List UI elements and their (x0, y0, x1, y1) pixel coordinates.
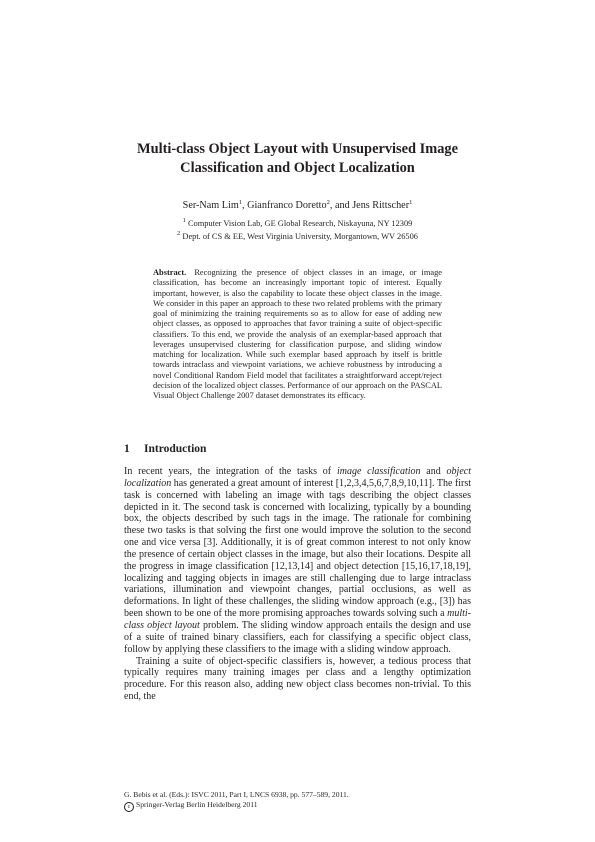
affiliation-text: Computer Vision Lab, GE Global Research, Niskayuna, NY 12309 (187, 219, 413, 228)
title-line-1: Multi-class Object Layout with Unsupervised Image (137, 141, 458, 157)
author-separator: , (242, 200, 248, 211)
title-line-2: Classification and Object Localization (180, 160, 415, 176)
affiliation-text: Dept. of CS & EE, West Virginia University, Morgantown, WV 26506 (182, 232, 418, 241)
paragraph (124, 466, 471, 656)
author-name: Gianfranco Doretto (247, 200, 327, 211)
emphasis-text: image classification (336, 466, 421, 477)
abstract-text: Recognizing the presence of object classes in an image, or image classification, has become an increasingly important topic of interest. Equally important, however, is also the capability to locate these object classes in the image. We consider in this paper an approach to these two related problems with the primary goal of minimizing the training requirements so as to allow for ease of adding new object classes, as opposed to approaches that favor training a suite of object-specific classifiers. To this end, we provide the analysis of an exemplar-based approach that leverages unsupervised clustering for classification purpose, and sliding window matching for localization. While such exemplar based approach by itself is brittle towards intraclass and viewpoint variations, we achieve robustness by introducing a novel Conditional Random Field model that facilitates a straightforward accept/reject decision of the localized object classes. Performance of our approach on the PASCAL Visual Object Challenge 2007 dataset demonstrates its efficacy. (153, 268, 443, 400)
copyright-line (124, 800, 471, 812)
author-separator: , and (329, 200, 353, 211)
copyright-text: Springer-Verlag Berlin Heidelberg 2011 (136, 800, 258, 809)
author-name: Ser-Nam Lim (182, 200, 239, 211)
author-affiliation-mark: 1 (409, 199, 413, 206)
affiliation-number: 2 (177, 230, 181, 237)
affiliation-item (100, 229, 495, 242)
paragraph-text: has generated a great amount of interest [1,2,3,4,5,6,7,8,9,10,11]. The first task is concerned with labeling an image with tags describing the object classes depicted in it. The second task is concerned with localizing, typically by a bounding box, the objects described by such tags in the image. The rationale for combining these two tasks is that solving the first one would improve the solution to the second one and vice versa [3]. Additionally, it is of great common interest to not only know the presence of certain object classes in the image, but also their locations. Despite all the progress in image classification [12,13,14] and object detection [15,16,17,18,19], localizing and tagging objects in images are still challenging due to large intraclass variations, illumination and viewpoint changes, partial occlusions, as well as deformations. In light of these challenges, the sliding window approach (e.g., [3]) has been shown to be one of the more promising approaches towards solving such a (124, 477, 471, 620)
affiliation-number: 1 (182, 217, 186, 224)
abstract (153, 268, 442, 401)
publication-footer (124, 790, 471, 812)
section-number: 1 (124, 443, 130, 455)
paragraph-text: problem. The sliding window approach entails the design and use of a suite of trained binary classifiers, each for classifying a specific object class, follow by applying these classifiers to the image with a sliding window approach. (124, 619, 471, 655)
section-title: Introduction (144, 443, 207, 455)
copyright-icon: c (124, 802, 134, 812)
author-affiliation-mark: 1 (238, 199, 243, 206)
section-heading (124, 442, 484, 456)
abstract-label: Abstract. (153, 268, 187, 277)
affiliation-item (100, 216, 495, 229)
author-name: Jens Rittscher (352, 200, 410, 211)
paragraph-text: In recent years, the integration of the tasks of (124, 466, 337, 477)
paragraph: Training a suite of object-specific classifiers is, however, a tedious process that typically requires many training images per class and a lengthy optimization procedure. For this reason also, adding new object class becomes non-trivial. To this end, the (124, 655, 471, 703)
author-list (100, 196, 495, 212)
emphasis-text: object localization (124, 466, 471, 489)
citation-line: G. Bebis et al. (Eds.): ISVC 2011, Part I, LNCS 6938, pp. 577–589, 2011. (124, 790, 349, 799)
affiliation-list (100, 216, 495, 242)
paragraph-text: and (420, 466, 447, 477)
emphasis-text: multi-class object layout (124, 608, 471, 631)
paper-title (100, 140, 495, 178)
body-text (124, 466, 471, 703)
author-affiliation-mark: 2 (326, 199, 330, 206)
